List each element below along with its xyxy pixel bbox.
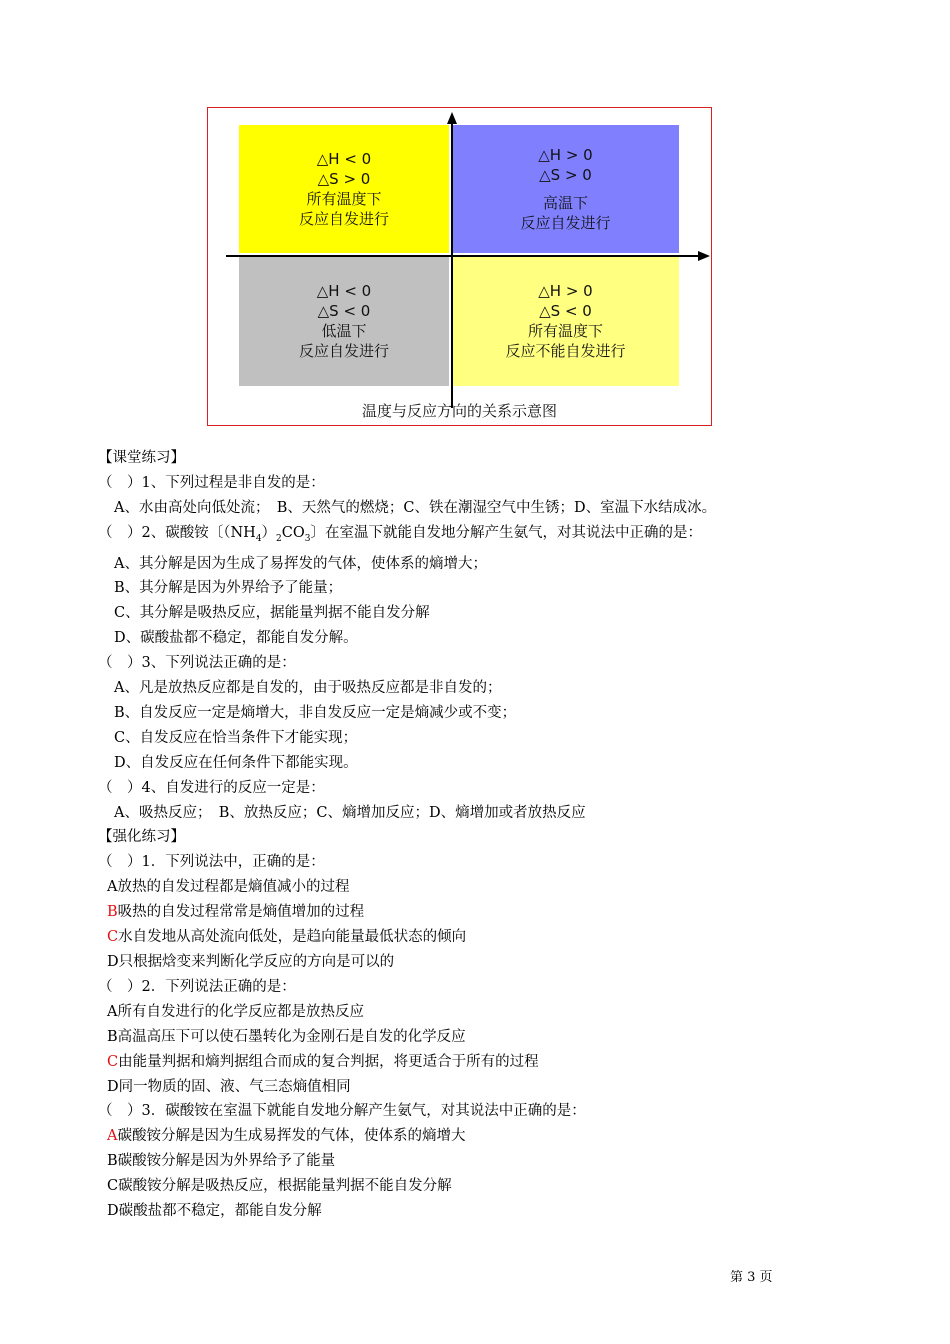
subscript: 2 [276, 533, 282, 544]
option-letter: C [107, 1178, 119, 1195]
option [98, 900, 838, 925]
option-letter: D [107, 1203, 119, 1220]
question-stem: （ ）2．下列说法正确的是： [98, 978, 296, 995]
option-text: 水自发地从高处流向低处，是趋向能量最低状态的倾向 [118, 929, 467, 946]
option: A、其分解是因为生成了易挥发的气体，使体系的熵增大； [114, 555, 487, 572]
option-letter: B [107, 1153, 118, 1170]
quadrant-line: 反应自发进行 [520, 214, 611, 232]
option-text: 由能量判据和熵判据组合而成的复合判据，将更适合于所有的过程 [118, 1053, 539, 1070]
option-text: 只根据焓变来判断化学反应的方向是可以的 [118, 954, 395, 971]
stem-text: 〕在室温下就能自发地分解产生氨气，对其说法中正确的是： [310, 524, 702, 541]
exercise-text [98, 446, 838, 1224]
quadrant-line: △S > 0 [317, 170, 371, 188]
question-stem: （ ）4、自发进行的反应一定是： [98, 779, 325, 796]
option [98, 1174, 838, 1199]
section-heading: 【强化练习】 [98, 829, 185, 846]
question-options: A、水由高处向低处流； B、天然气的燃烧；C、铁在潮湿空气中生锈；D、室温下水结成冰。 [114, 499, 717, 516]
option: C、自发反应在恰当条件下才能实现； [114, 729, 358, 746]
stem-text: CO [281, 524, 305, 541]
question-stem: （ ）3．碳酸铵在室温下就能自发地分解产生氨气，对其说法中正确的是： [98, 1103, 586, 1120]
option-text: 碳酸盐都不稳定，都能自发分解 [118, 1203, 322, 1220]
option-text: 所有自发进行的化学反应都是放热反应 [117, 1003, 364, 1020]
x-axis-arrowhead [698, 251, 710, 261]
quadrant-line: △S > 0 [539, 166, 592, 184]
option: A、凡是放热反应都是自发的，由于吸热反应都是非自发的； [114, 680, 502, 697]
y-axis-arrowhead [447, 112, 457, 124]
option-text: 碳酸铵分解是因为外界给予了能量 [117, 1153, 336, 1170]
option-text: 碳酸铵分解是吸热反应，根据能量判据不能自发分解 [118, 1178, 452, 1195]
axes [208, 108, 713, 427]
option-text: 同一物质的固、液、气三态熵值相同 [118, 1078, 351, 1095]
quadrant-line: 低温下 [321, 322, 367, 340]
option [98, 1025, 838, 1050]
option: C、其分解是吸热反应，据能量判据不能自发分解 [114, 605, 430, 622]
figure-caption: 温度与反应方向的关系示意图 [361, 402, 557, 420]
option: B、其分解是因为外界给予了能量； [114, 580, 343, 597]
option-letter: A [107, 1128, 118, 1145]
option-text: 吸热的自发过程常常是熵值增加的过程 [117, 904, 365, 921]
quadrant-line: △H > 0 [538, 282, 593, 300]
quadrant-line: △H < 0 [316, 150, 372, 168]
quadrant-line: △S < 0 [317, 302, 371, 320]
option: D、自发反应在任何条件下都能实现。 [114, 754, 358, 771]
option: D、碳酸盐都不稳定，都能自发分解。 [114, 630, 358, 647]
subscript: 4 [255, 533, 262, 544]
option [98, 875, 838, 900]
option-letter: C [107, 929, 119, 946]
question-stem: （ ）1、下列过程是非自发的是： [98, 474, 325, 491]
option [98, 950, 838, 975]
option [98, 1124, 838, 1149]
option-text: 放热的自发过程都是熵值减小的过程 [117, 879, 350, 896]
temperature-reaction-direction-figure [207, 107, 712, 426]
section-heading: 【课堂练习】 [98, 450, 185, 466]
stem-text: （ ）2、碳酸铵〔（NH [98, 524, 256, 541]
question-options: A、吸热反应； B、放热反应；C、熵增加反应；D、熵增加或者放热反应 [114, 804, 586, 821]
option-letter: B [107, 1028, 118, 1045]
quadrant-line: △S < 0 [539, 302, 592, 320]
question-stem [98, 521, 838, 552]
option-letter: D [107, 1078, 119, 1095]
quadrant-line: 所有温度下 [306, 190, 382, 208]
option [98, 1050, 838, 1075]
option-text: 高温高压下可以使石墨转化为金刚石是自发的化学反应 [117, 1028, 466, 1045]
page-number: 第 3 页 [730, 1270, 773, 1285]
option-letter: D [107, 954, 119, 971]
quadrant-line: 反应不能自发进行 [505, 342, 626, 360]
quadrant-line: 所有温度下 [527, 322, 603, 340]
option [98, 1000, 838, 1025]
option-letter: A [107, 1003, 118, 1020]
stem-text: ） [261, 524, 277, 541]
subscript: 3 [304, 533, 311, 544]
quadrant-line: △H > 0 [538, 146, 593, 164]
option-letter: A [107, 879, 118, 896]
quadrant-line: 高温下 [542, 194, 588, 212]
option-letter: B [107, 904, 118, 921]
option-text: 碳酸铵分解是因为生成易挥发的气体，使体系的熵增大 [117, 1128, 466, 1145]
question-stem: （ ）1．下列说法中，正确的是： [98, 854, 325, 871]
option [98, 925, 838, 950]
option: B、自发反应一定是熵增大，非自发反应一定是熵减少或不变； [114, 704, 517, 721]
option-letter: C [107, 1053, 119, 1070]
option [98, 1075, 838, 1100]
quadrant-line: △H < 0 [316, 282, 372, 300]
option [98, 1149, 838, 1174]
option [98, 1199, 838, 1224]
quadrant-line: 反应自发进行 [298, 342, 389, 360]
question-stem: （ ）3、下列说法正确的是： [98, 655, 296, 672]
quadrant-line: 反应自发进行 [298, 210, 389, 228]
